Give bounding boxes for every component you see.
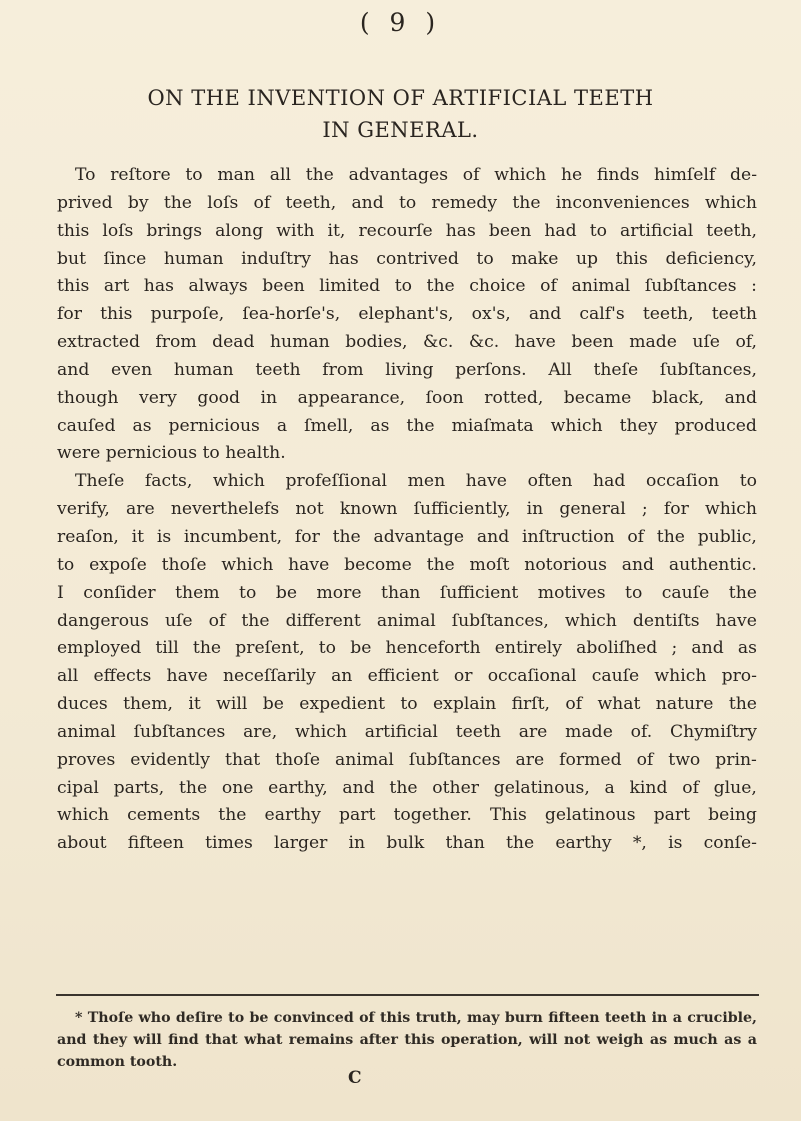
body-line: Theſe facts, which profeſſional men have often had occaſion to — [75, 471, 757, 492]
body-line: cauſed as pernicious a ſmell, as the miaſmata which they produced — [57, 415, 757, 436]
body-line: for this purpoſe, ſea-horſe's, elephant's, ox's, and calf's teeth, teeth — [57, 304, 757, 325]
body-line: to expoſe thoſe which have become the moſt notorious and authentic. — [57, 554, 757, 575]
chapter-title: ON THE INVENTION OF ARTIFICIAL TEETH — [147, 86, 654, 110]
footnote-divider — [56, 994, 759, 996]
body-line: but ſince human induſtry has contrived to make up this deficiency, — [57, 248, 757, 269]
body-line: verify, are neverthelefs not known ſufficiently, in general ; for which — [57, 499, 757, 520]
body-text — [57, 162, 757, 858]
body-line: about fifteen times larger in bulk than the earthy *, is conſe- — [57, 833, 757, 854]
body-line: animal ſubſtances are, which artificial teeth are made of. Chymiſtry — [57, 721, 757, 742]
body-line: proves evidently that thoſe animal ſubſtances are formed of two prin- — [57, 749, 757, 770]
chapter-subtitle: IN GENERAL. — [322, 118, 479, 142]
footnote — [57, 1007, 757, 1073]
body-line: and even human teeth from living perſons. All theſe ſubſtances, — [57, 359, 757, 380]
body-line: were pernicious to health. — [57, 443, 286, 464]
page-number: ( 9 ) — [359, 8, 442, 37]
body-line: this art has always been limited to the choice of animal ſubſtances : — [57, 276, 757, 297]
body-line: reaſon, it is incumbent, for the advantage and inſtruction of the public, — [57, 526, 757, 547]
body-line: duces them, it will be expedient to explain firſt, of what nature the — [57, 694, 757, 715]
footnote-line: * Thoſe who deſire to be convinced of this truth, may burn fifteen teeth in a crucible, — [75, 1010, 757, 1026]
body-line: cipal parts, the one earthy, and the other gelatinous, a kind of glue, — [57, 777, 757, 798]
body-line: this loſs brings along with it, recourſe has been had to artificial teeth, — [57, 220, 757, 241]
body-line: employed till the preſent, to be henceforth entirely aboliſhed ; and as — [57, 638, 757, 659]
body-line: prived by the loſs of teeth, and to remedy the inconveniences which — [57, 192, 757, 213]
signature-mark: C — [348, 1068, 362, 1088]
footnote-line: common tooth. — [57, 1054, 178, 1070]
body-line: which cements the earthy part together. This gelatinous part being — [57, 805, 757, 826]
footnote-line: and they will find that what remains after this operation, will not weigh as much as a — [57, 1032, 757, 1048]
body-line: extracted from dead human bodies, &c. &c. have been made uſe of, — [57, 332, 757, 353]
body-line: I conſider them to be more than ſufficient motives to cauſe the — [57, 582, 757, 603]
body-line: dangerous uſe of the different animal ſubſtances, which dentiſts have — [57, 610, 757, 631]
body-line: though very good in appearance, ſoon rotted, became black, and — [57, 387, 757, 408]
body-line: all effects have neceſſarily an efficient or occaſional cauſe which pro- — [57, 666, 757, 687]
body-line: To reſtore to man all the advantages of which he finds himſelf de- — [75, 165, 757, 185]
